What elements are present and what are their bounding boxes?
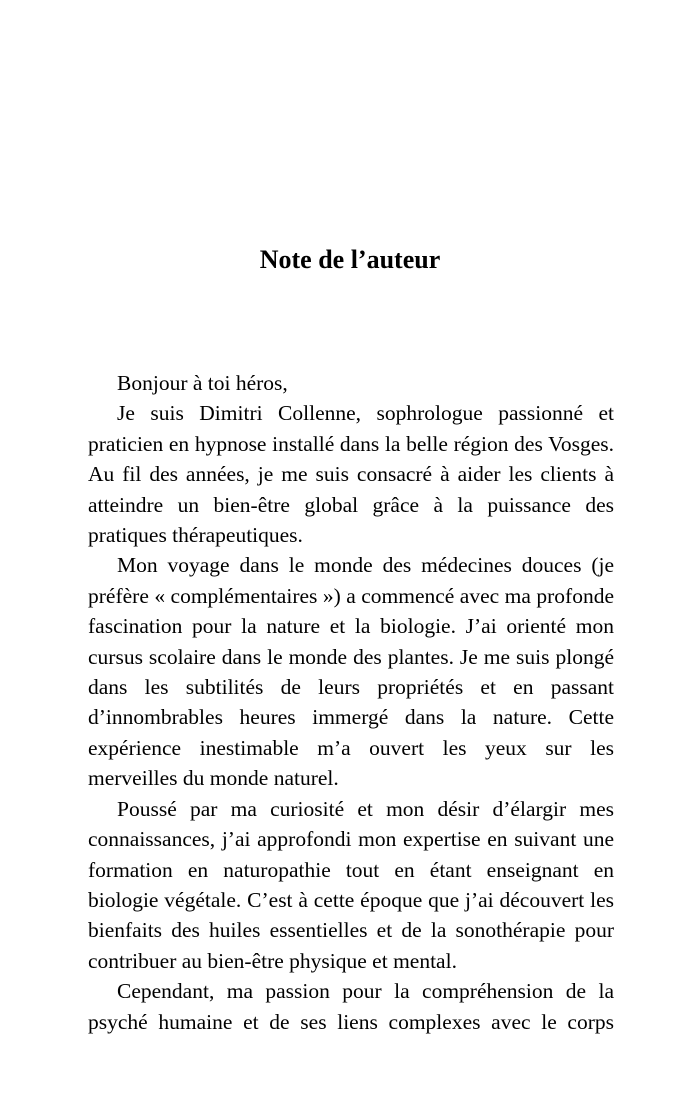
paragraph-journey: Mon voyage dans le monde des médecines douces (je préfère « complémentaires ») a commencé avec ma profonde fascination pour la nature et la biologie. J’ai orienté mon cursus scolaire dans le monde des plantes. Je me suis plongé dans les subtilités de leurs propriétés et en passant d’innombrables heures immergé dans la nature. Cette expérience inestimable m’a ouvert les yeux sur les merveilles du monde naturel.: [88, 553, 614, 791]
paragraph-training: Poussé par ma curiosité et mon désir d’élargir mes connaissances, j’ai approfondi mon expertise en suivant une formation en naturopathie tout en étant enseignant en biologie végétale. C’est à cette époque que j’ai découvert les bienfaits des huiles essentielles et de la sonothérapie pour contribuer au bien-être physique et mental.: [88, 796, 614, 973]
paragraph-greeting: Bonjour à toi héros,: [117, 371, 288, 395]
paragraph-introduction: Je suis Dimitri Collenne, sophrologue passionné et praticien en hypnose installé dans la belle région des Vosges. Au fil des années, je me suis consacré à aider les clients à atteindre un bien-être global grâce à la puissance des pratiques thérapeutiques.: [88, 401, 614, 548]
chapter-body: [88, 368, 614, 1037]
paragraph-psyche: Cependant, ma passion pour la compréhension de la psyché humaine et de ses liens complexes avec le corps: [88, 979, 614, 1034]
chapter-title: Note de l’auteur: [259, 245, 441, 274]
